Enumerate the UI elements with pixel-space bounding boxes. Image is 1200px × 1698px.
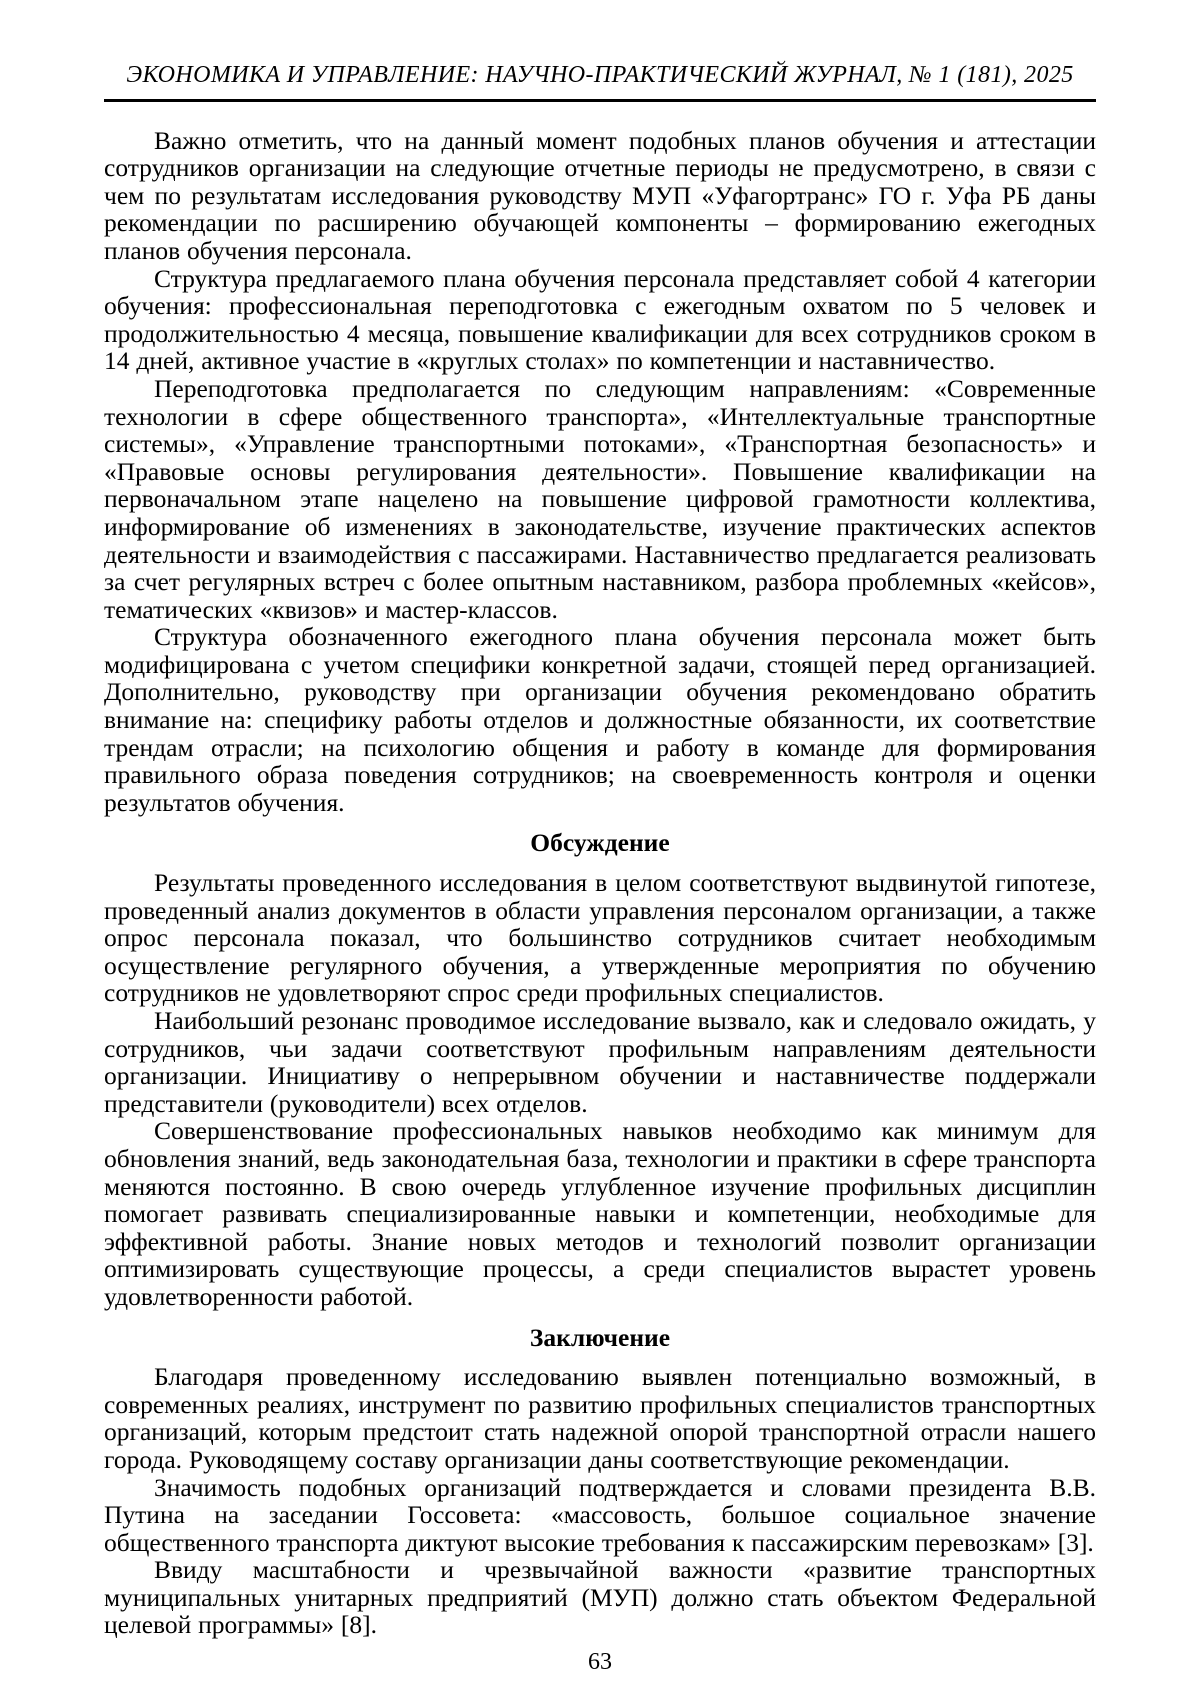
header-rule xyxy=(104,99,1096,102)
journal-title: ЭКОНОМИКА И УПРАВЛЕНИЕ: НАУЧНО-ПРАКТИЧЕСКИЙ ЖУРНАЛ, № 1 (181), 2025 xyxy=(126,62,1074,88)
body-paragraph: Результаты проведенного исследования в целом соответствуют выдвинутой гипотезе, проведенный анализ документов в области управления персоналом организации, а также опрос персонала показал, что большинство сотрудников считает необходимым осуществление регулярного обучения, а утвержденные мероприятия по обучению сотрудников не удовлетворяют спрос среди профильных специалистов. xyxy=(104,868,1096,1008)
body-paragraph: Структура обозначенного ежегодного плана обучения персонала может быть модифицирована с учетом специфики конкретной задачи, стоящей перед организацией. Дополнительно, руководству при организации обучения рекомендовано обратить внимание на: специфику работы отделов и должностные обязанности, их соответствие трендам отрасли; на психологию общения и работу в команде для формирования правильного образа поведения сотрудников; на своевременность контроля и оценки результатов обучения. xyxy=(104,622,1096,817)
body-paragraph: Значимость подобных организаций подтверждается и словами президента В.В. Путина на заседании Госсовета: «массовость, большое социальное значение общественного транспорта диктуют высокие требования к пассажирским перевозкам» [3]. xyxy=(104,1472,1096,1557)
body-paragraph: Переподготовка предполагается по следующим направлениям: «Современные технологии в сфере общественного транспорта», «Интеллектуальные транспортные системы», «Управление транспортными потоками», «Транспортная безопасность» и «Правовые основы регулирования деятельности». Повышение квалификации на первоначальном этапе нацелено на повышение цифровой грамотности коллектива, информирование об изменениях в законодательстве, изучение практических аспектов деятельности и взаимодействия с пассажирами. Наставничество предлагается реализовать за счет регулярных встреч с более опытным наставником, разбора проблемных «кейсов», тематических «квизов» и мастер-классов. xyxy=(104,373,1096,624)
body-paragraph: Важно отметить, что на данный момент подобных планов обучения и аттестации сотрудников организации на следующие отчетные периоды не предусмотрено, в связи с чем по результатам исследования руководству МУП «Уфагортранс» ГО г. Уфа РБ даны рекомендации по расширению обучающей компоненты – формированию ежегодных планов обучения персонала. xyxy=(104,125,1096,265)
body-paragraph: Совершенствование профессиональных навыков необходимо как минимум для обновления знаний, ведь законодательная база, технологии и практики в сфере транспорта меняются постоянно. В свою очередь углубленное изучение профильных дисциплин помогает развивать специализированные навыки и компетенции, необходимые для эффективной работы. Знание новых методов и технологий позволит организации оптимизировать существующие процессы, а среди специалистов вырастет уровень удовлетворенности работой. xyxy=(104,1116,1096,1311)
page-header xyxy=(104,62,1096,102)
body-paragraph: Наибольший резонанс проводимое исследование вызвало, как и следовало ожидать, у сотрудников, чьи задачи соответствуют профильным направлениям деятельности организации. Инициативу о непрерывном обучении и наставничестве поддержали представители (руководители) всех отделов. xyxy=(104,1006,1096,1118)
body-paragraph: Благодаря проведенному исследованию выявлен потенциально возможный, в современных реалиях, инструмент по развитию профильных специалистов транспортных организаций, которым предстоит стать надежной опорой транспортной отрасли нашего города. Руководящему составу организации даны соответствующие рекомендации. xyxy=(104,1362,1096,1474)
body-paragraph: Ввиду масштабности и чрезвычайной важности «развитие транспортных муниципальных унитарных предприятий (МУП) должно стать объектом Федеральной целевой программы» [8]. xyxy=(104,1555,1096,1640)
section-heading: Заключение xyxy=(529,1322,671,1352)
body-paragraph: Структура предлагаемого плана обучения персонала представляет собой 4 категории обучения: профессиональная переподготовка с ежегодным охватом по 5 человек и продолжительностью 4 месяца, повышение квалификации для всех сотрудников сроком в 14 дней, активное участие в «круглых столах» по компетенции и наставничество. xyxy=(104,263,1096,376)
page-number: 63 xyxy=(588,1649,612,1675)
section-heading: Обсуждение xyxy=(530,828,670,858)
article-body xyxy=(104,127,1096,1639)
